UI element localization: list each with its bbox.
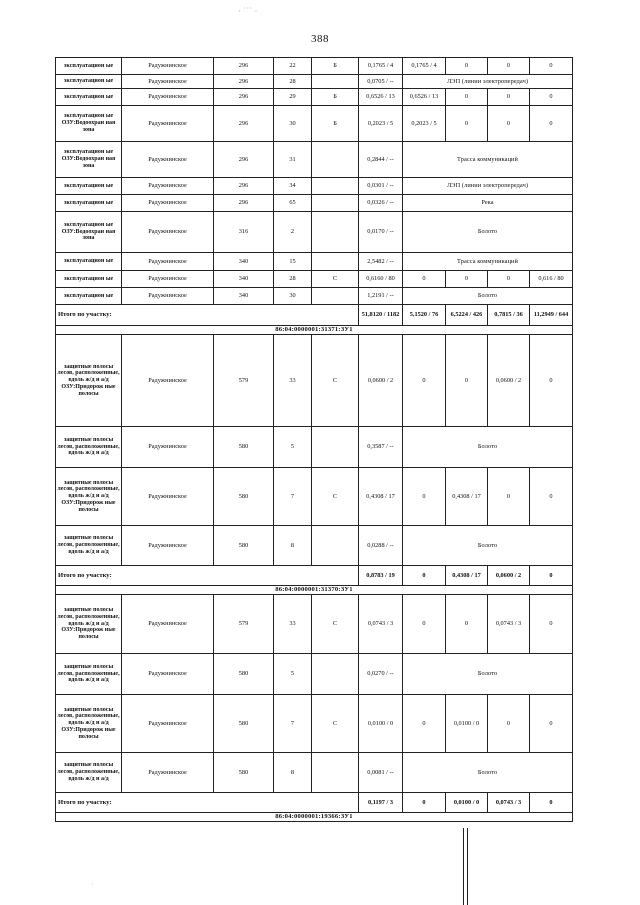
- protection-category-cell: [312, 212, 359, 253]
- volume-column-10-cell: 0: [530, 595, 573, 654]
- volume-column-7-cell: 0,6526 / 13: [403, 89, 446, 106]
- volume-column-7-cell: 0: [403, 595, 446, 654]
- total-c9-cell: 0,0600 / 2: [488, 566, 530, 586]
- kvartal-number-cell: 296: [214, 106, 274, 142]
- forestry-locality-cell: Радужнинское: [122, 58, 214, 75]
- total-c7-cell: 5,1520 / 76: [403, 305, 446, 326]
- usage-category-cell: эксплуатацион ые: [56, 271, 122, 288]
- area-volume-cell: 0,0705 / --: [359, 75, 403, 89]
- protection-category-cell: [312, 654, 359, 695]
- volume-column-10-cell: 0: [530, 335, 573, 427]
- volume-column-8-cell: 0: [446, 595, 488, 654]
- volume-column-9-cell: 0: [488, 58, 530, 75]
- kvartal-number-cell: 340: [214, 271, 274, 288]
- vydel-number-cell: 29: [274, 89, 312, 106]
- protection-category-cell: С: [312, 271, 359, 288]
- cadastre-row: [56, 813, 573, 822]
- volume-column-9-cell: 0,0600 / 2: [488, 335, 530, 427]
- area-volume-cell: 0,0100 / 0: [359, 695, 403, 753]
- kvartal-number-cell: 580: [214, 753, 274, 793]
- land-type-note-cell: ЛЭП (линии электропередач): [403, 178, 573, 195]
- forestry-locality-cell: Радужнинское: [122, 595, 214, 654]
- scan-artifact: · ˙˙˙ ·: [238, 6, 258, 16]
- forestry-locality-cell: Радужнинское: [122, 526, 214, 566]
- volume-column-8-cell: 0: [446, 58, 488, 75]
- cadastre-row: [56, 586, 573, 595]
- vydel-number-cell: 33: [274, 335, 312, 427]
- kvartal-number-cell: 580: [214, 468, 274, 526]
- forestry-locality-cell: Радужнинское: [122, 271, 214, 288]
- forestry-locality-cell: Радужнинское: [122, 253, 214, 271]
- volume-column-9-cell: 0: [488, 106, 530, 142]
- vydel-number-cell: 65: [274, 195, 312, 212]
- volume-column-10-cell: 0: [530, 468, 573, 526]
- cadastre-number: 86:04:0000001:31370:ЗУ1: [56, 586, 573, 595]
- volume-column-8-cell: 0: [446, 271, 488, 288]
- total-c9-cell: 0,7815 / 36: [488, 305, 530, 326]
- volume-column-8-cell: 0,4308 / 17: [446, 468, 488, 526]
- table-row: [56, 595, 573, 654]
- land-type-note-cell: Трасса коммуникаций: [403, 142, 573, 178]
- vydel-number-cell: 7: [274, 468, 312, 526]
- vydel-number-cell: 30: [274, 106, 312, 142]
- area-volume-cell: 0,2844 / --: [359, 142, 403, 178]
- vydel-number-cell: 28: [274, 75, 312, 89]
- kvartal-number-cell: 580: [214, 526, 274, 566]
- vydel-number-cell: 8: [274, 753, 312, 793]
- area-volume-cell: 0,1765 / 4: [359, 58, 403, 75]
- forestry-locality-cell: Радужнинское: [122, 468, 214, 526]
- vydel-number-cell: 30: [274, 288, 312, 305]
- volume-column-7-cell: 0,1765 / 4: [403, 58, 446, 75]
- total-row: [56, 566, 573, 586]
- land-type-note-cell: Болото: [403, 212, 573, 253]
- area-volume-cell: 0,4308 / 17: [359, 468, 403, 526]
- area-volume-cell: 1,2191 / --: [359, 288, 403, 305]
- protection-category-cell: [312, 253, 359, 271]
- table-row: [56, 195, 573, 212]
- volume-column-7-cell: 0: [403, 271, 446, 288]
- protection-category-cell: [312, 178, 359, 195]
- total-c7-cell: 0: [403, 566, 446, 586]
- protection-category-cell: С: [312, 335, 359, 427]
- total-c8-cell: 0,4308 / 17: [446, 566, 488, 586]
- forestry-locality-cell: Радужнинское: [122, 695, 214, 753]
- usage-category-cell: эксплуатацион ые ОЗУ:Водоохран ная зона: [56, 142, 122, 178]
- table-row: [56, 142, 573, 178]
- volume-column-7-cell: 0,2023 / 5: [403, 106, 446, 142]
- table-row: [56, 253, 573, 271]
- table-row: [56, 271, 573, 288]
- kvartal-number-cell: 296: [214, 89, 274, 106]
- protection-category-cell: С: [312, 595, 359, 654]
- volume-column-8-cell: 0,0100 / 0: [446, 695, 488, 753]
- cadastre-row: [56, 326, 573, 335]
- protection-category-cell: Б: [312, 58, 359, 75]
- area-volume-cell: 0,0170 / --: [359, 212, 403, 253]
- table-row: [56, 335, 573, 427]
- protection-category-cell: С: [312, 468, 359, 526]
- total-row: [56, 793, 573, 813]
- area-volume-cell: 0,0600 / 2: [359, 335, 403, 427]
- area-volume-cell: 0,0326 / --: [359, 195, 403, 212]
- usage-category-cell: эксплуатацион ые: [56, 253, 122, 271]
- total-area-cell: 0,1197 / 3: [359, 793, 403, 813]
- kvartal-number-cell: 296: [214, 75, 274, 89]
- volume-column-10-cell: 0: [530, 695, 573, 753]
- volume-column-9-cell: 0,0743 / 3: [488, 595, 530, 654]
- protection-category-cell: [312, 142, 359, 178]
- kvartal-number-cell: 340: [214, 288, 274, 305]
- usage-category-cell: защитные полосы лесов, расположенные, вдоль ж/д и а/д: [56, 753, 122, 793]
- usage-category-cell: эксплуатацион ые: [56, 58, 122, 75]
- table-row: [56, 526, 573, 566]
- usage-category-cell: защитные полосы лесов, расположенные, вдоль ж/д и а/д ОЗУ:Придорож ные полосы: [56, 595, 122, 654]
- usage-category-cell: защитные полосы лесов, расположенные, вдоль ж/д и а/д ОЗУ:Придорож ные полосы: [56, 335, 122, 427]
- protection-category-cell: [312, 526, 359, 566]
- total-c9-cell: 0,0743 / 3: [488, 793, 530, 813]
- forestry-locality-cell: Радужнинское: [122, 335, 214, 427]
- table-row: [56, 654, 573, 695]
- cadastre-number: 86:04:0000001:31371:ЗУ1: [56, 326, 573, 335]
- total-c8-cell: 6,5224 / 426: [446, 305, 488, 326]
- table-row: [56, 58, 573, 75]
- usage-category-cell: эксплуатацион ые: [56, 288, 122, 305]
- total-label: Итого по участку:: [56, 305, 359, 326]
- vydel-number-cell: 34: [274, 178, 312, 195]
- total-area-cell: 0,8783 / 19: [359, 566, 403, 586]
- usage-category-cell: защитные полосы лесов, расположенные, вдоль ж/д и а/д: [56, 427, 122, 468]
- kvartal-number-cell: 340: [214, 253, 274, 271]
- total-label: Итого по участку:: [56, 793, 359, 813]
- total-c7-cell: 0: [403, 793, 446, 813]
- kvartal-number-cell: 316: [214, 212, 274, 253]
- protection-category-cell: Б: [312, 106, 359, 142]
- kvartal-number-cell: 296: [214, 142, 274, 178]
- land-type-note-cell: Болото: [403, 654, 573, 695]
- kvartal-number-cell: 579: [214, 595, 274, 654]
- vydel-number-cell: 8: [274, 526, 312, 566]
- usage-category-cell: защитные полосы лесов, расположенные, вдоль ж/д и а/д ОЗУ:Придорож ные полосы: [56, 468, 122, 526]
- volume-column-10-cell: 0: [530, 58, 573, 75]
- area-volume-cell: 0,0288 / --: [359, 526, 403, 566]
- area-volume-cell: 0,6160 / 80: [359, 271, 403, 288]
- kvartal-number-cell: 296: [214, 178, 274, 195]
- total-area-cell: 51,8120 / 1182: [359, 305, 403, 326]
- volume-column-7-cell: 0: [403, 468, 446, 526]
- protection-category-cell: [312, 427, 359, 468]
- area-volume-cell: 0,0743 / 3: [359, 595, 403, 654]
- usage-category-cell: эксплуатацион ые: [56, 75, 122, 89]
- vydel-number-cell: 33: [274, 595, 312, 654]
- forestry-locality-cell: Радужнинское: [122, 75, 214, 89]
- page-number: 388: [311, 33, 329, 45]
- table-row: [56, 427, 573, 468]
- area-volume-cell: 0,2023 / 5: [359, 106, 403, 142]
- volume-column-10-cell: 0: [530, 106, 573, 142]
- land-type-note-cell: ЛЭП (линии электропередач): [403, 75, 573, 89]
- vydel-number-cell: 5: [274, 427, 312, 468]
- kvartal-number-cell: 296: [214, 58, 274, 75]
- vydel-number-cell: 22: [274, 58, 312, 75]
- vydel-number-cell: 2: [274, 212, 312, 253]
- total-c10-cell: 0: [530, 566, 573, 586]
- land-type-note-cell: Трасса коммуникаций: [403, 253, 573, 271]
- protection-category-cell: [312, 195, 359, 212]
- area-volume-cell: 0,0301 / --: [359, 178, 403, 195]
- table-row: [56, 288, 573, 305]
- usage-category-cell: эксплуатацион ые: [56, 89, 122, 106]
- land-type-note-cell: Болото: [403, 427, 573, 468]
- forest-plot-table: [55, 57, 573, 822]
- volume-column-8-cell: 0: [446, 89, 488, 106]
- volume-column-9-cell: 0: [488, 89, 530, 106]
- protection-category-cell: [312, 753, 359, 793]
- protection-category-cell: С: [312, 695, 359, 753]
- table-row: [56, 468, 573, 526]
- vydel-number-cell: 28: [274, 271, 312, 288]
- usage-category-cell: эксплуатацион ые: [56, 178, 122, 195]
- forestry-locality-cell: Радужнинское: [122, 89, 214, 106]
- usage-category-cell: эксплуатацион ые ОЗУ:Водоохран ная зона: [56, 212, 122, 253]
- volume-column-9-cell: 0: [488, 695, 530, 753]
- area-volume-cell: 0,0270 / --: [359, 654, 403, 695]
- scan-binding-line: [463, 828, 464, 905]
- volume-column-8-cell: 0: [446, 106, 488, 142]
- forestry-locality-cell: Радужнинское: [122, 753, 214, 793]
- total-row: [56, 305, 573, 326]
- vydel-number-cell: 15: [274, 253, 312, 271]
- usage-category-cell: эксплуатацион ые: [56, 195, 122, 212]
- table-body: [56, 58, 573, 822]
- forest-plot-table-sheet: [55, 57, 572, 822]
- volume-column-7-cell: 0: [403, 335, 446, 427]
- table-row: [56, 106, 573, 142]
- total-label: Итого по участку:: [56, 566, 359, 586]
- total-c8-cell: 0,0100 / 0: [446, 793, 488, 813]
- area-volume-cell: 2,5482 / --: [359, 253, 403, 271]
- total-c10-cell: 11,2949 / 644: [530, 305, 573, 326]
- volume-column-9-cell: 0: [488, 468, 530, 526]
- protection-category-cell: [312, 288, 359, 305]
- forestry-locality-cell: Радужнинское: [122, 195, 214, 212]
- land-type-note-cell: Болото: [403, 526, 573, 566]
- vydel-number-cell: 7: [274, 695, 312, 753]
- usage-category-cell: эксплуатацион ые ОЗУ:Водоохран ная зона: [56, 106, 122, 142]
- volume-column-9-cell: 0: [488, 271, 530, 288]
- volume-column-8-cell: 0: [446, 335, 488, 427]
- usage-category-cell: защитные полосы лесов, расположенные, вдоль ж/д и а/д ОЗУ:Придорож ные полосы: [56, 695, 122, 753]
- vydel-number-cell: 5: [274, 654, 312, 695]
- total-c10-cell: 0: [530, 793, 573, 813]
- area-volume-cell: 0,0081 / --: [359, 753, 403, 793]
- forestry-locality-cell: Радужнинское: [122, 178, 214, 195]
- table-row: [56, 212, 573, 253]
- kvartal-number-cell: 580: [214, 695, 274, 753]
- scan-smudge: ·: [91, 880, 94, 889]
- protection-category-cell: Б: [312, 89, 359, 106]
- volume-column-7-cell: 0: [403, 695, 446, 753]
- usage-category-cell: защитные полосы лесов, расположенные, вдоль ж/д и а/д: [56, 526, 122, 566]
- forestry-locality-cell: Радужнинское: [122, 106, 214, 142]
- forestry-locality-cell: Радужнинское: [122, 288, 214, 305]
- forestry-locality-cell: Радужнинское: [122, 654, 214, 695]
- area-volume-cell: 0,3587 / --: [359, 427, 403, 468]
- table-row: [56, 75, 573, 89]
- land-type-note-cell: Болото: [403, 288, 573, 305]
- forestry-locality-cell: Радужнинское: [122, 212, 214, 253]
- forestry-locality-cell: Радужнинское: [122, 142, 214, 178]
- usage-category-cell: защитные полосы лесов, расположенные, вдоль ж/д и а/д: [56, 654, 122, 695]
- table-row: [56, 89, 573, 106]
- scan-binding-line: [467, 828, 468, 905]
- kvartal-number-cell: 579: [214, 335, 274, 427]
- vydel-number-cell: 31: [274, 142, 312, 178]
- land-type-note-cell: Река: [403, 195, 573, 212]
- table-row: [56, 178, 573, 195]
- table-row: [56, 695, 573, 753]
- kvartal-number-cell: 580: [214, 654, 274, 695]
- volume-column-10-cell: 0,616 / 80: [530, 271, 573, 288]
- kvartal-number-cell: 580: [214, 427, 274, 468]
- forestry-locality-cell: Радужнинское: [122, 427, 214, 468]
- protection-category-cell: [312, 75, 359, 89]
- table-row: [56, 753, 573, 793]
- kvartal-number-cell: 296: [214, 195, 274, 212]
- area-volume-cell: 0,6526 / 13: [359, 89, 403, 106]
- land-type-note-cell: Болото: [403, 753, 573, 793]
- cadastre-number: 86:04:0000001:19366:ЗУ1: [56, 813, 573, 822]
- volume-column-10-cell: 0: [530, 89, 573, 106]
